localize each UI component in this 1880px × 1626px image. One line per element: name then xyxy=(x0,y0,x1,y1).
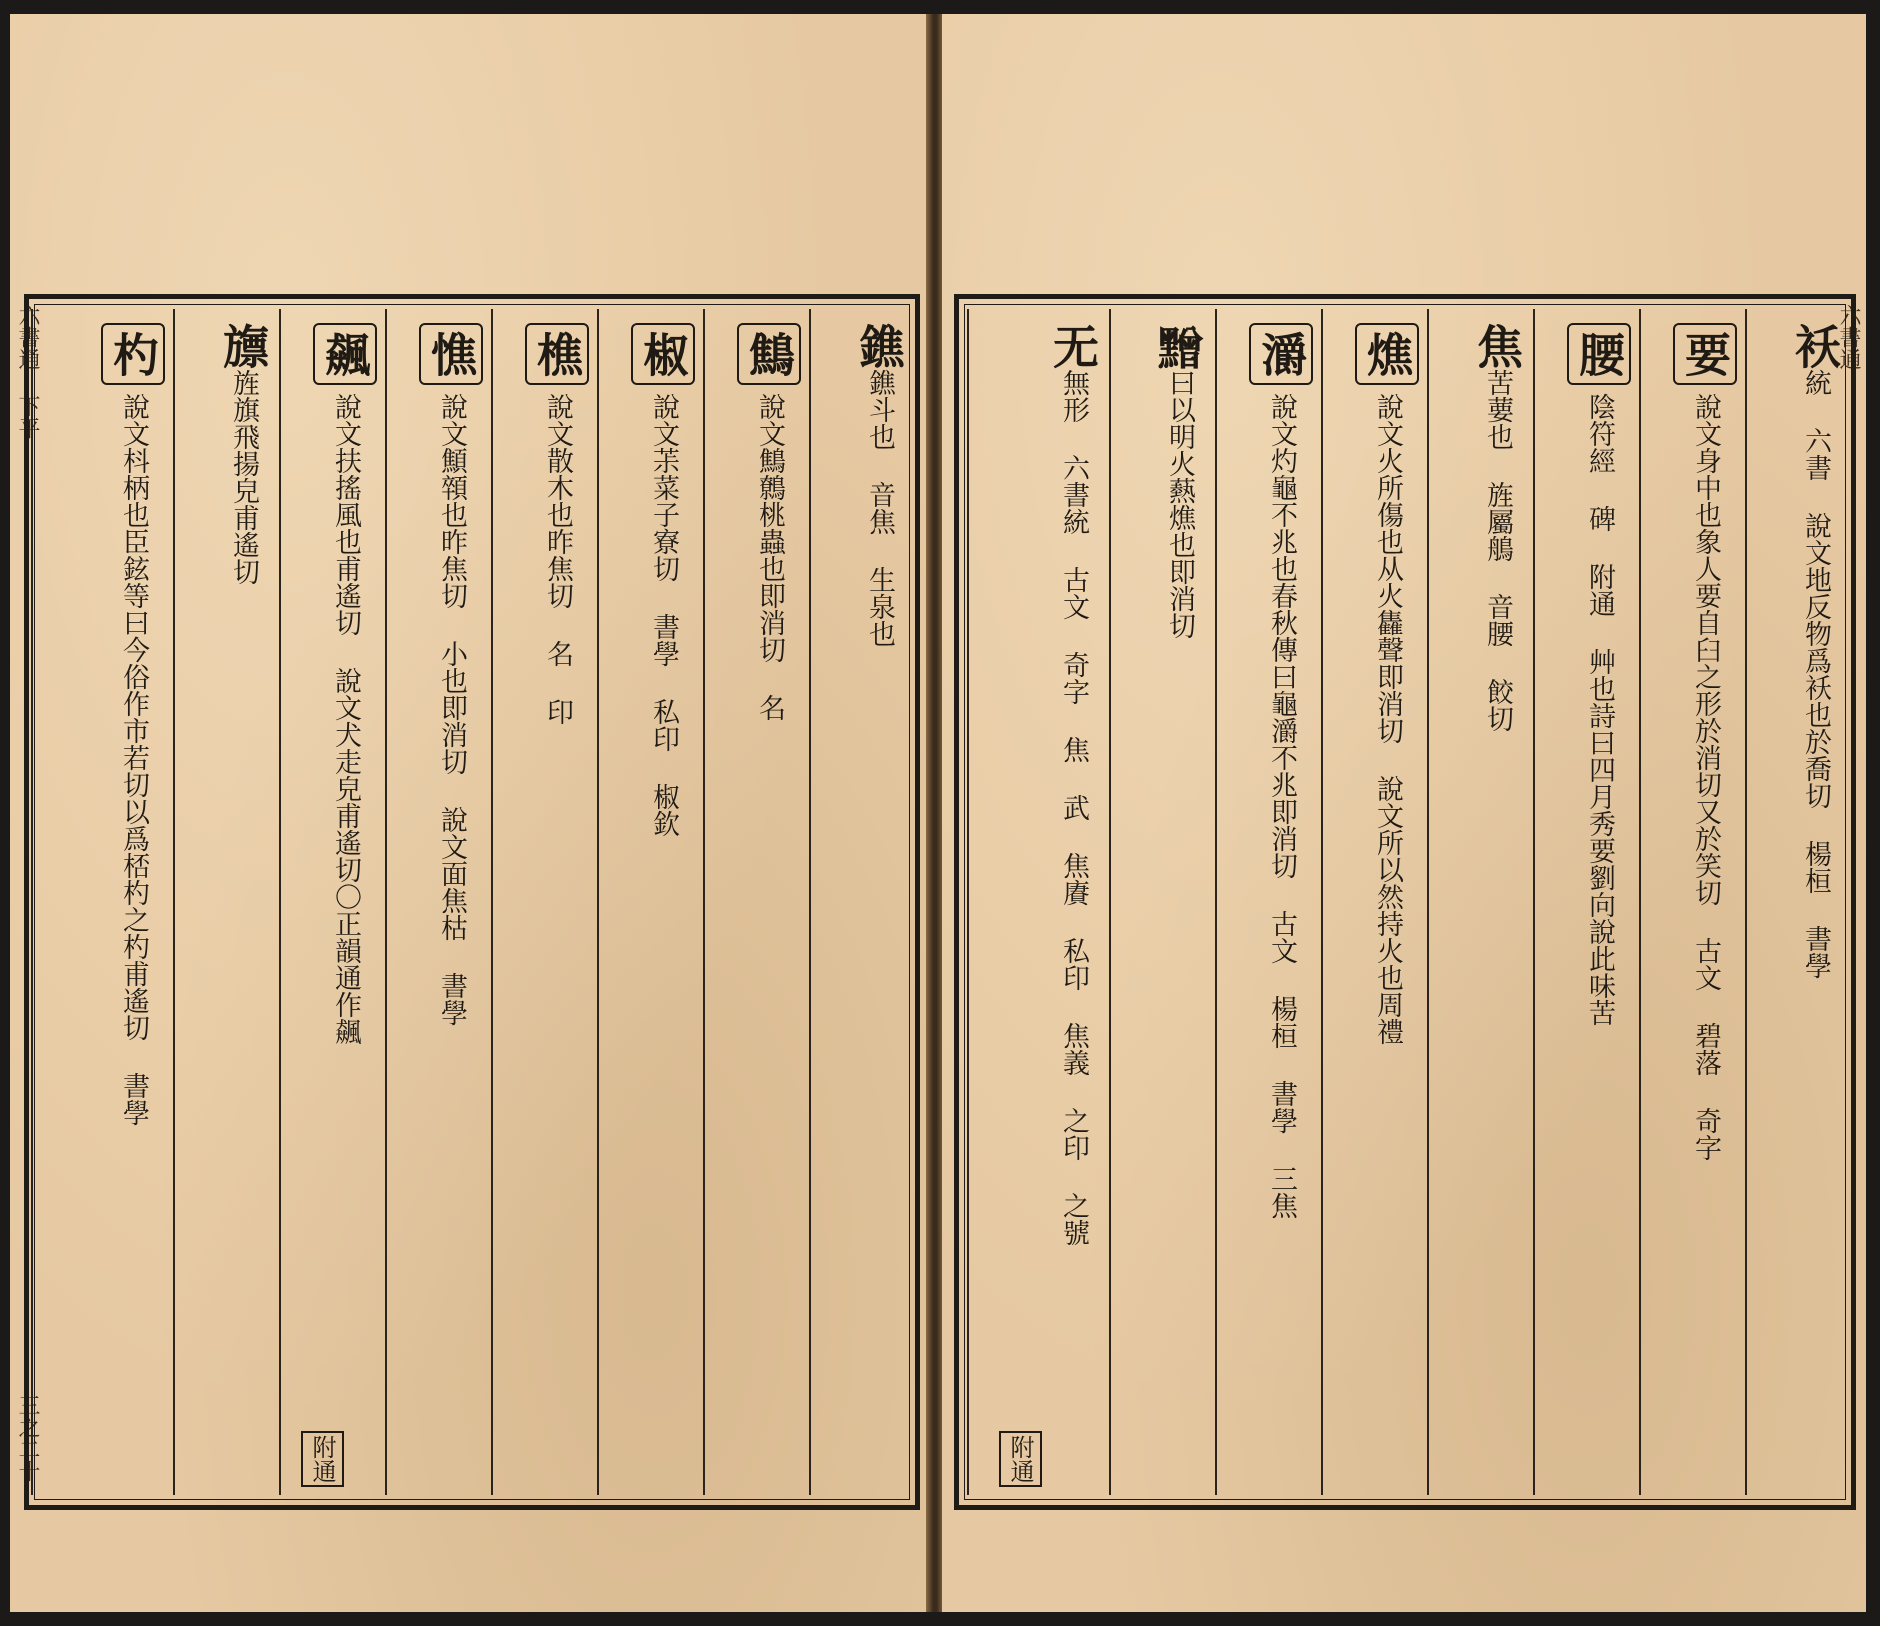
right-frame xyxy=(954,294,1856,1510)
right-col-5 xyxy=(1321,309,1427,1495)
head-char-box: 憔 xyxy=(419,323,483,385)
fu-tong-label: 附通 xyxy=(301,1431,344,1487)
note-text: 曰以明火爇燋也即消切 xyxy=(1164,369,1195,639)
right-page xyxy=(942,14,1866,1612)
head-char: 𪒟 xyxy=(1152,323,1206,369)
head-char-box: 樵 xyxy=(525,323,589,385)
right-col-3 xyxy=(1533,309,1639,1495)
head-char: 焦 xyxy=(1470,323,1524,369)
note-text: 說文茮菜子寮切 書學 私印 椒欽 xyxy=(648,393,679,837)
note-text: 說文扶搖風也甫遙切 說文犬走皃甫遙切〇正韻通作飆 xyxy=(330,393,361,1045)
head-char: 无 xyxy=(1046,323,1100,369)
note-text: 說文鷦鷯桃蟲也即消切 名 xyxy=(754,393,785,721)
note-text: 說文顦顇也昨焦切 小也即消切 說文面焦枯 書學 xyxy=(436,393,467,1026)
left-page xyxy=(10,14,930,1612)
left-col-2 xyxy=(703,309,809,1495)
head-char-box: 鷦 xyxy=(737,323,801,385)
head-char-box: 椒 xyxy=(631,323,695,385)
note-text: 說文枓柄也臣鉉等曰今俗作市若切以爲桮杓之杓甫遙切 書學 xyxy=(118,393,149,1126)
left-col-6 xyxy=(279,309,385,1495)
left-folio: 三之二十 xyxy=(15,1394,40,1482)
left-col-3 xyxy=(597,309,703,1495)
right-col-6 xyxy=(1215,309,1321,1495)
head-char: 鐎 xyxy=(852,323,906,369)
head-char-box: 灂 xyxy=(1249,323,1313,385)
note-text: 說文身中也象人要自臼之形於消切又於笑切 古文 碧落 奇字 xyxy=(1690,393,1721,1161)
left-frame xyxy=(24,294,920,1510)
right-col-8 xyxy=(967,309,1109,1495)
head-char-box: 腰 xyxy=(1567,323,1631,385)
note-text: 說文灼龜不兆也春秋傳曰龜灂不兆即消切 古文 楊桓 書學 三焦 xyxy=(1266,393,1297,1219)
right-col-4 xyxy=(1427,309,1533,1495)
right-col-2 xyxy=(1639,309,1745,1495)
note-text: 無形 六書統 古文 奇字 焦 武 焦賡 私印 焦義 之印 之號 xyxy=(1058,369,1089,1246)
right-col-1 xyxy=(1745,309,1851,1495)
head-char: 袄 xyxy=(1788,323,1842,369)
note-text: 苦葽也 旌屬鵃 音腰 餃切 xyxy=(1482,369,1513,732)
head-char-box: 杓 xyxy=(101,323,165,385)
note-text: 陰符經 碑 附通 艸也詩曰四月秀要劉向說此味苦 xyxy=(1584,393,1615,1026)
note-text: 統 六書 說文地反物爲袄也於喬切 楊桓 書學 xyxy=(1800,369,1831,979)
left-col-7 xyxy=(173,309,279,1495)
right-col-7 xyxy=(1109,309,1215,1495)
left-col-5 xyxy=(385,309,491,1495)
left-col-4 xyxy=(491,309,597,1495)
head-char-box: 要 xyxy=(1673,323,1737,385)
note-text: 說文火所傷也从火雥聲即消切 說文所以然持火也周禮 xyxy=(1372,393,1403,1045)
left-col-8 xyxy=(31,309,173,1495)
note-text: 鐎斗也 音焦 生泉也 xyxy=(864,369,895,647)
fu-tong-label: 附通 xyxy=(999,1431,1042,1487)
note-text: 旌旗飛揚皃甫遙切 xyxy=(228,369,259,585)
left-margin-title: 六書通 下平 xyxy=(15,304,40,439)
note-text: 說文散木也昨焦切 名 印 xyxy=(542,393,573,725)
right-margin-title: 六書通 xyxy=(1836,304,1861,370)
head-char: 旚 xyxy=(216,323,270,369)
head-char-box: 燋 xyxy=(1355,323,1419,385)
left-col-1 xyxy=(809,309,915,1495)
head-char-box: 飆 xyxy=(313,323,377,385)
